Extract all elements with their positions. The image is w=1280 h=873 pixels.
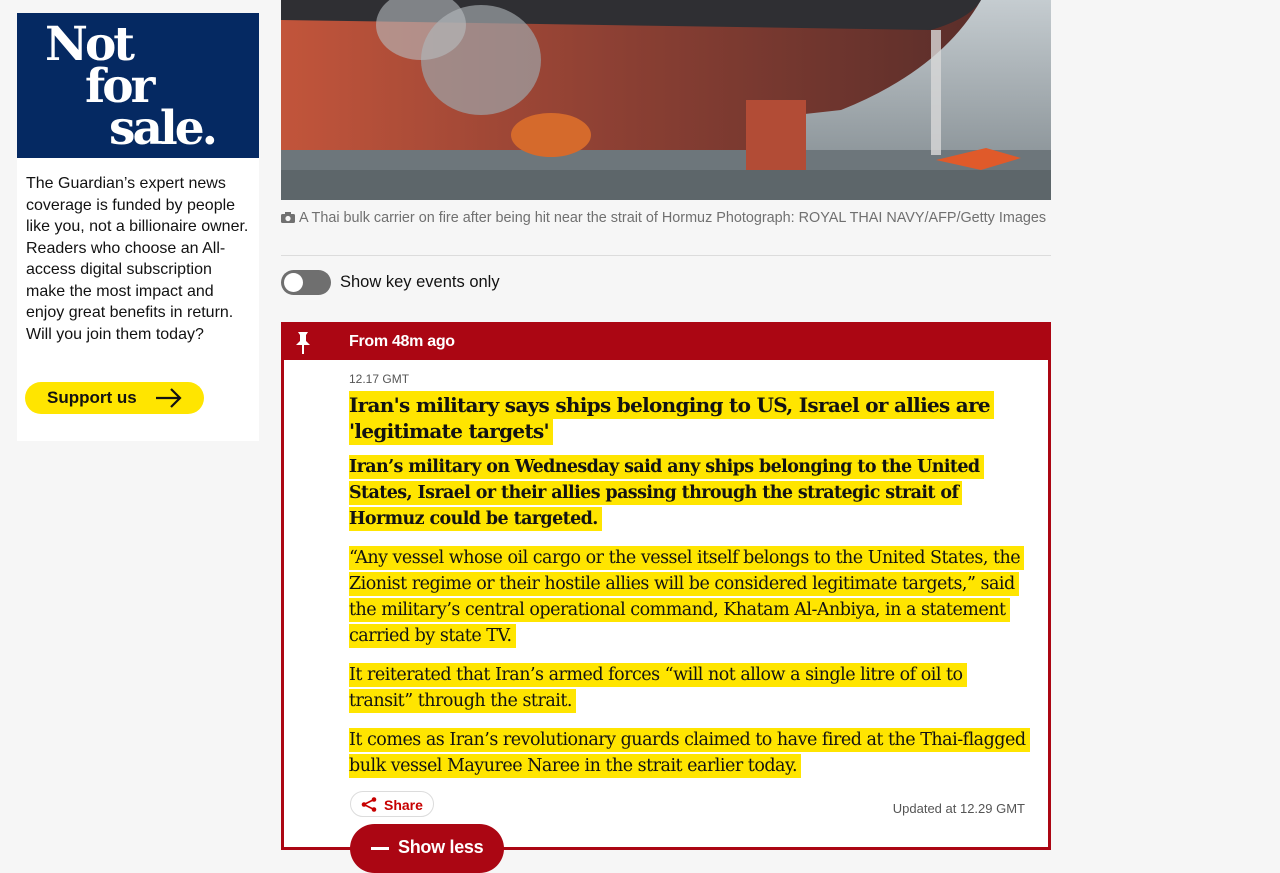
not-for-sale-logo <box>17 13 259 158</box>
post-headline <box>349 392 1029 444</box>
key-events-label: Show key events only <box>340 273 500 291</box>
caption-text: A Thai bulk carrier on fire after being hit near the strait of Hormuz Photograph: ROYAL THAI NAVY/AFP/Getty Images <box>299 210 1047 226</box>
support-us-label: Support us <box>47 388 137 407</box>
promo-text: The Guardian’s expert news coverage is funded by people like you, not a billionaire owner. Readers who choose an All-access digital subscription make the most impact and enjoy great benefits in return. Will you join them today? <box>26 175 249 343</box>
post-paragraph <box>349 662 1029 714</box>
paragraph-text: It comes as Iran’s revolutionary guards claimed to have fired at the Thai-flagged bulk vessel Mayuree Naree in the strait earlier today. <box>349 728 1030 778</box>
ship-on-fire-photo <box>281 0 1051 200</box>
pinned-header <box>284 325 1048 360</box>
logo-line-1: Not <box>45 17 133 72</box>
minus-icon <box>371 847 389 850</box>
show-less-button[interactable] <box>350 824 504 873</box>
post-paragraph <box>349 727 1029 779</box>
paragraph-text: It reiterated that Iran’s armed forces “will not allow a single litre of oil to transit” through the strait. <box>349 663 967 713</box>
headline-text: Iran's military says ships belonging to US, Israel or allies are 'legitimate targets' <box>349 391 994 445</box>
subscription-promo <box>17 13 259 441</box>
key-events-toggle[interactable] <box>281 270 331 295</box>
image-caption <box>281 208 1051 229</box>
pinned-from-label: From 48m ago <box>349 333 455 350</box>
camera-icon <box>281 212 295 223</box>
share-icon <box>361 797 377 812</box>
paragraph-text: “Any vessel whose oil cargo or the vessel itself belongs to the United States, the Zionist regime or their hostile allies will be considered legitimate targets,” said the military’s central operational command, Khatam Al-Anbiya, in a statement carried by state TV. <box>349 546 1024 648</box>
toggle-knob <box>284 273 303 292</box>
pin-icon <box>295 331 311 355</box>
logo-line-2: for <box>85 59 153 114</box>
share-label: Share <box>384 797 423 813</box>
show-less-label: Show less <box>398 837 484 857</box>
support-us-button[interactable] <box>25 382 204 414</box>
post-paragraph-lead <box>349 454 1029 532</box>
arrow-right-icon <box>155 388 183 408</box>
updated-timestamp: Updated at 12.29 GMT <box>892 801 1025 816</box>
post-paragraph <box>349 545 1029 649</box>
live-blog-post <box>349 372 1029 779</box>
logo-line-3: sale. <box>109 101 216 156</box>
pinned-post <box>281 322 1051 850</box>
post-timestamp: 12.17 GMT <box>349 372 410 386</box>
divider <box>281 255 1051 256</box>
paragraph-text: Iran’s military on Wednesday said any ships belonging to the United States, Israel or their allies passing through the strategic strait of Hormuz could be targeted. <box>349 455 984 531</box>
article-image <box>281 0 1051 200</box>
share-button[interactable] <box>350 791 434 817</box>
